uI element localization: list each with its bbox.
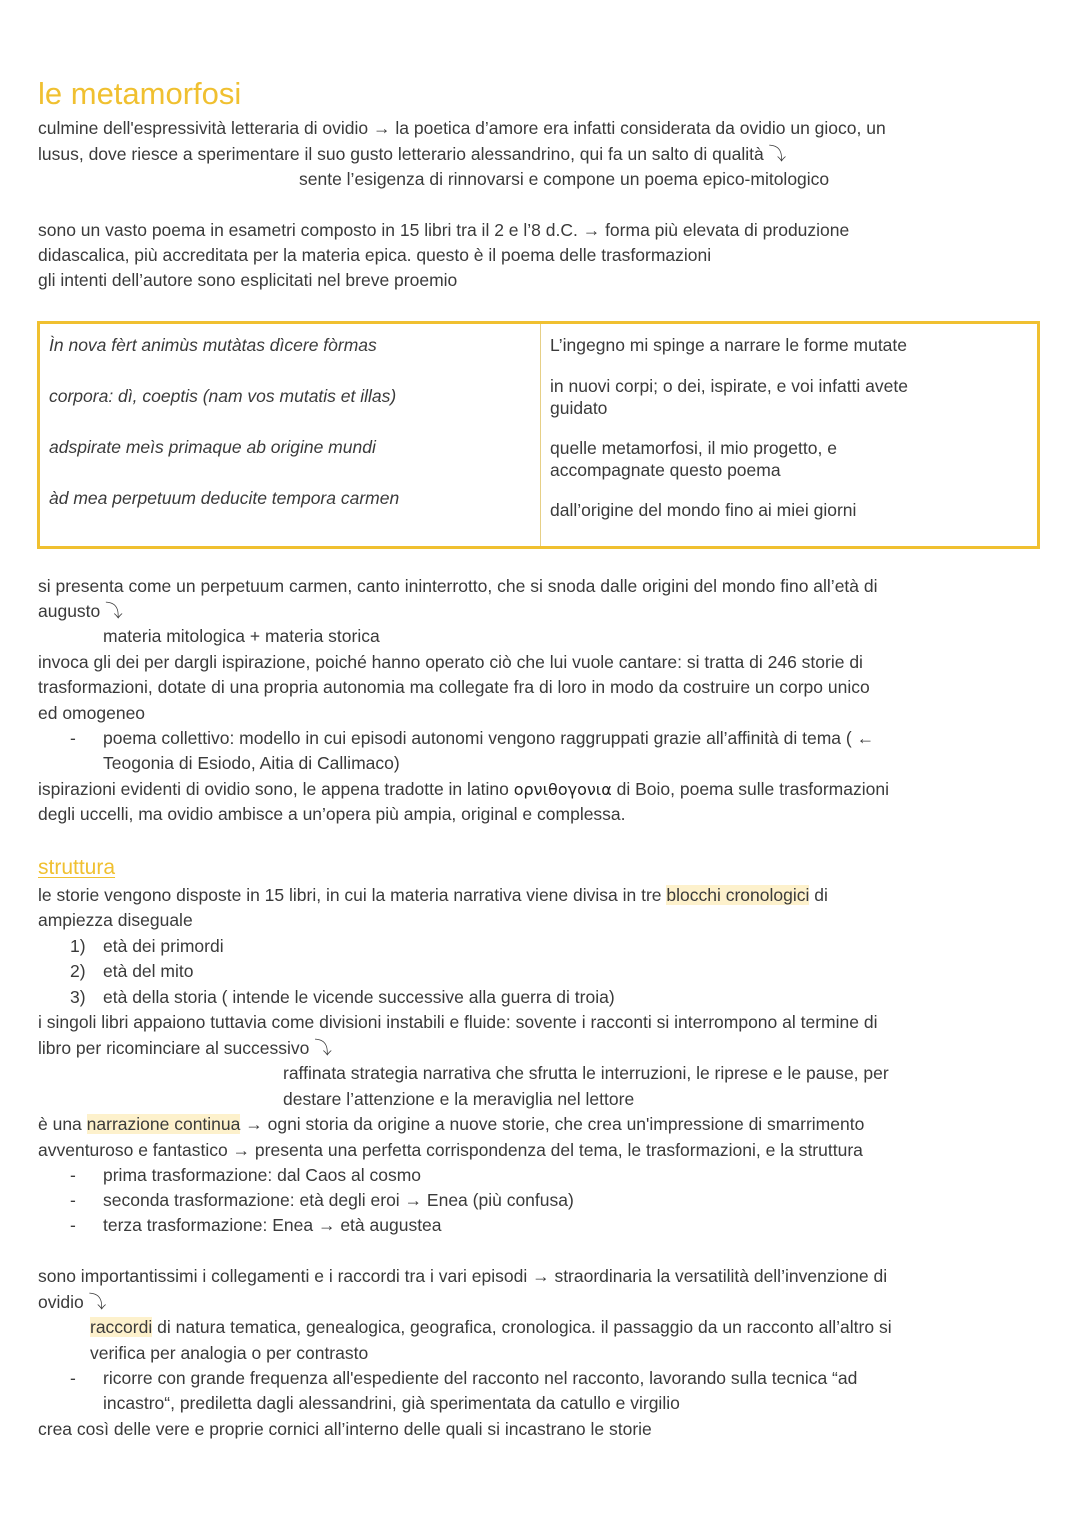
text-line: materia mitologica + materia storica	[103, 626, 380, 646]
page-title: le metamorfosi	[38, 76, 242, 111]
list-bullet: -	[70, 1215, 76, 1235]
numbered-item: età dei primordi	[103, 936, 224, 956]
italian-verse: guidato	[550, 398, 608, 418]
list-number: 1)	[70, 936, 86, 956]
text-line: sono un vasto poema in esametri composto in 15 libri tra il 2 e l’8 d.C. → forma più elevata di produzione	[38, 220, 850, 240]
text-span: di	[809, 885, 828, 905]
latin-verse: àd mea perpetuum deducite tempora carmen	[49, 488, 400, 508]
text-line: trasformazioni, dotate di una propria autonomia ma collegate fra di loro in modo da costruire un corpo unico	[38, 677, 870, 697]
text-line	[38, 1112, 864, 1137]
italian-verse: quelle metamorfosi, il mio progetto, e	[550, 438, 837, 458]
italian-verse: L’ingegno mi spinge a narrare le forme mutate	[550, 335, 908, 355]
text-line: i singoli libri appaiono tuttavia come divisioni instabili e fluide: sovente i racconti si interrompono al termine di	[38, 1012, 878, 1032]
list-item: seconda trasformazione: età degli eroi → Enea (più confusa)	[103, 1190, 574, 1210]
text-line: crea così delle vere e proprie cornici all’interno delle quali si incastrano le storie	[38, 1419, 652, 1439]
text-span: le storie vengono disposte in 15 libri, in cui la materia narrativa viene divisa in tre	[38, 885, 667, 905]
text-line: destare l’attenzione e la meraviglia nel lettore	[283, 1089, 635, 1109]
text-line	[38, 883, 828, 908]
list-item: prima trasformazione: dal Caos al cosmo	[103, 1165, 422, 1185]
list-bullet: -	[70, 1368, 76, 1388]
list-item: terza trasformazione: Enea → età augustea	[103, 1215, 442, 1235]
proem-table	[37, 321, 1040, 549]
numbered-item: età della storia ( intende le vicende successive alla guerra di troia)	[103, 987, 615, 1007]
italian-verse: in nuovi corpi; o dei, ispirate, e voi infatti avete	[550, 376, 908, 396]
list-item-continuation: Teogonia di Esiodo, Aitia di Callimaco)	[103, 753, 400, 773]
text-line: ovidio ⤵	[38, 1292, 107, 1312]
text-line: sente l’esigenza di rinnovarsi e compone un poema epico-mitologico	[299, 169, 830, 189]
latin-verse: Ìn nova fèrt animùs mutàtas dìcere fòrmas	[49, 335, 377, 355]
text-span: ispirazioni evidenti di ovidio sono, le appena tradotte in latino	[38, 779, 514, 799]
list-bullet: -	[70, 728, 76, 748]
highlighted-term: narrazione continua	[86, 1114, 241, 1134]
highlighted-term: raccordi	[90, 1317, 153, 1337]
text-line	[90, 1315, 892, 1340]
text-line: sono importantissimi i collegamenti e i raccordi tra i vari episodi → straordinaria la versatilità dell’invenzione di	[38, 1266, 888, 1286]
list-number: 2)	[70, 961, 86, 981]
text-line: ed omogeneo	[38, 703, 146, 723]
proem-latin-column	[39, 323, 541, 548]
list-item: ricorre con grande frequenza all'espediente del racconto nel racconto, lavorando sulla tecnica “ad	[103, 1368, 858, 1388]
text-span: → ogni storia da origine a nuove storie, che crea un'impressione di smarrimento	[240, 1114, 865, 1134]
text-line: degli uccelli, ma ovidio ambisce a un’opera più ampia, original e complessa.	[38, 804, 626, 824]
text-span: di Boio, poema sulle trasformazioni	[611, 779, 889, 799]
text-span: di natura tematica, genealogica, geografica, cronologica. il passaggio da un racconto all’altro si	[152, 1317, 892, 1337]
text-line: verifica per analogia o per contrasto	[90, 1343, 369, 1363]
text-line: libro per ricominciare al successivo ⤵	[38, 1038, 332, 1058]
text-line: culmine dell'espressività letteraria di ovidio → la poetica d’amore era infatti considerata da ovidio un gioco, un	[38, 118, 886, 138]
text-line: augusto ⤵	[38, 601, 123, 621]
numbered-item: età del mito	[103, 961, 194, 981]
text-span: è una	[38, 1114, 87, 1134]
text-line	[38, 777, 889, 802]
text-line: lusus, dove riesce a sperimentare il suo gusto letterario alessandrino, qui fa un salto di qualità ⤵	[38, 144, 787, 164]
list-bullet: -	[70, 1165, 76, 1185]
text-line: ampiezza diseguale	[38, 910, 193, 930]
latin-verse: corpora: dì, coeptis (nam vos mutatis et illas)	[49, 386, 397, 406]
section-heading: struttura	[38, 856, 116, 879]
text-line: avventuroso e fantastico → presenta una perfetta corrispondenza del tema, le trasformazioni, e la struttura	[38, 1140, 863, 1160]
greek-title: ορνιθογονια	[513, 780, 612, 799]
text-line: si presenta come un perpetuum carmen, canto ininterrotto, che si snoda dalle origini del mondo fino all’età di	[38, 576, 878, 596]
list-bullet: -	[70, 1190, 76, 1210]
text-line: gli intenti dell’autore sono esplicitati nel breve proemio	[38, 270, 458, 290]
list-number: 3)	[70, 987, 86, 1007]
highlighted-term: blocchi cronologici	[666, 885, 810, 905]
italian-verse: accompagnate questo poema	[550, 460, 781, 480]
text-line: didascalica, più accreditata per la materia epica. questo è il poema delle trasformazioni	[38, 245, 712, 265]
proem-italian-column	[541, 323, 1039, 548]
text-line: raffinata strategia narrativa che sfrutta le interruzioni, le riprese e le pause, per	[283, 1063, 889, 1083]
latin-verse: adspirate meìs primaque ab origine mundi	[49, 437, 376, 457]
list-item: poema collettivo: modello in cui episodi autonomi vengono raggruppati grazie all’affinità di tema ( ←	[103, 728, 875, 748]
list-item-continuation: incastro“, prediletta dagli alessandrini, già sperimentata da catullo e virgilio	[103, 1393, 680, 1413]
text-line: invoca gli dei per dargli ispirazione, poiché hanno operato ciò che lui vuole cantare: si tratta di 246 storie di	[38, 652, 863, 672]
italian-verse: dall’origine del mondo fino ai miei giorni	[550, 500, 857, 520]
